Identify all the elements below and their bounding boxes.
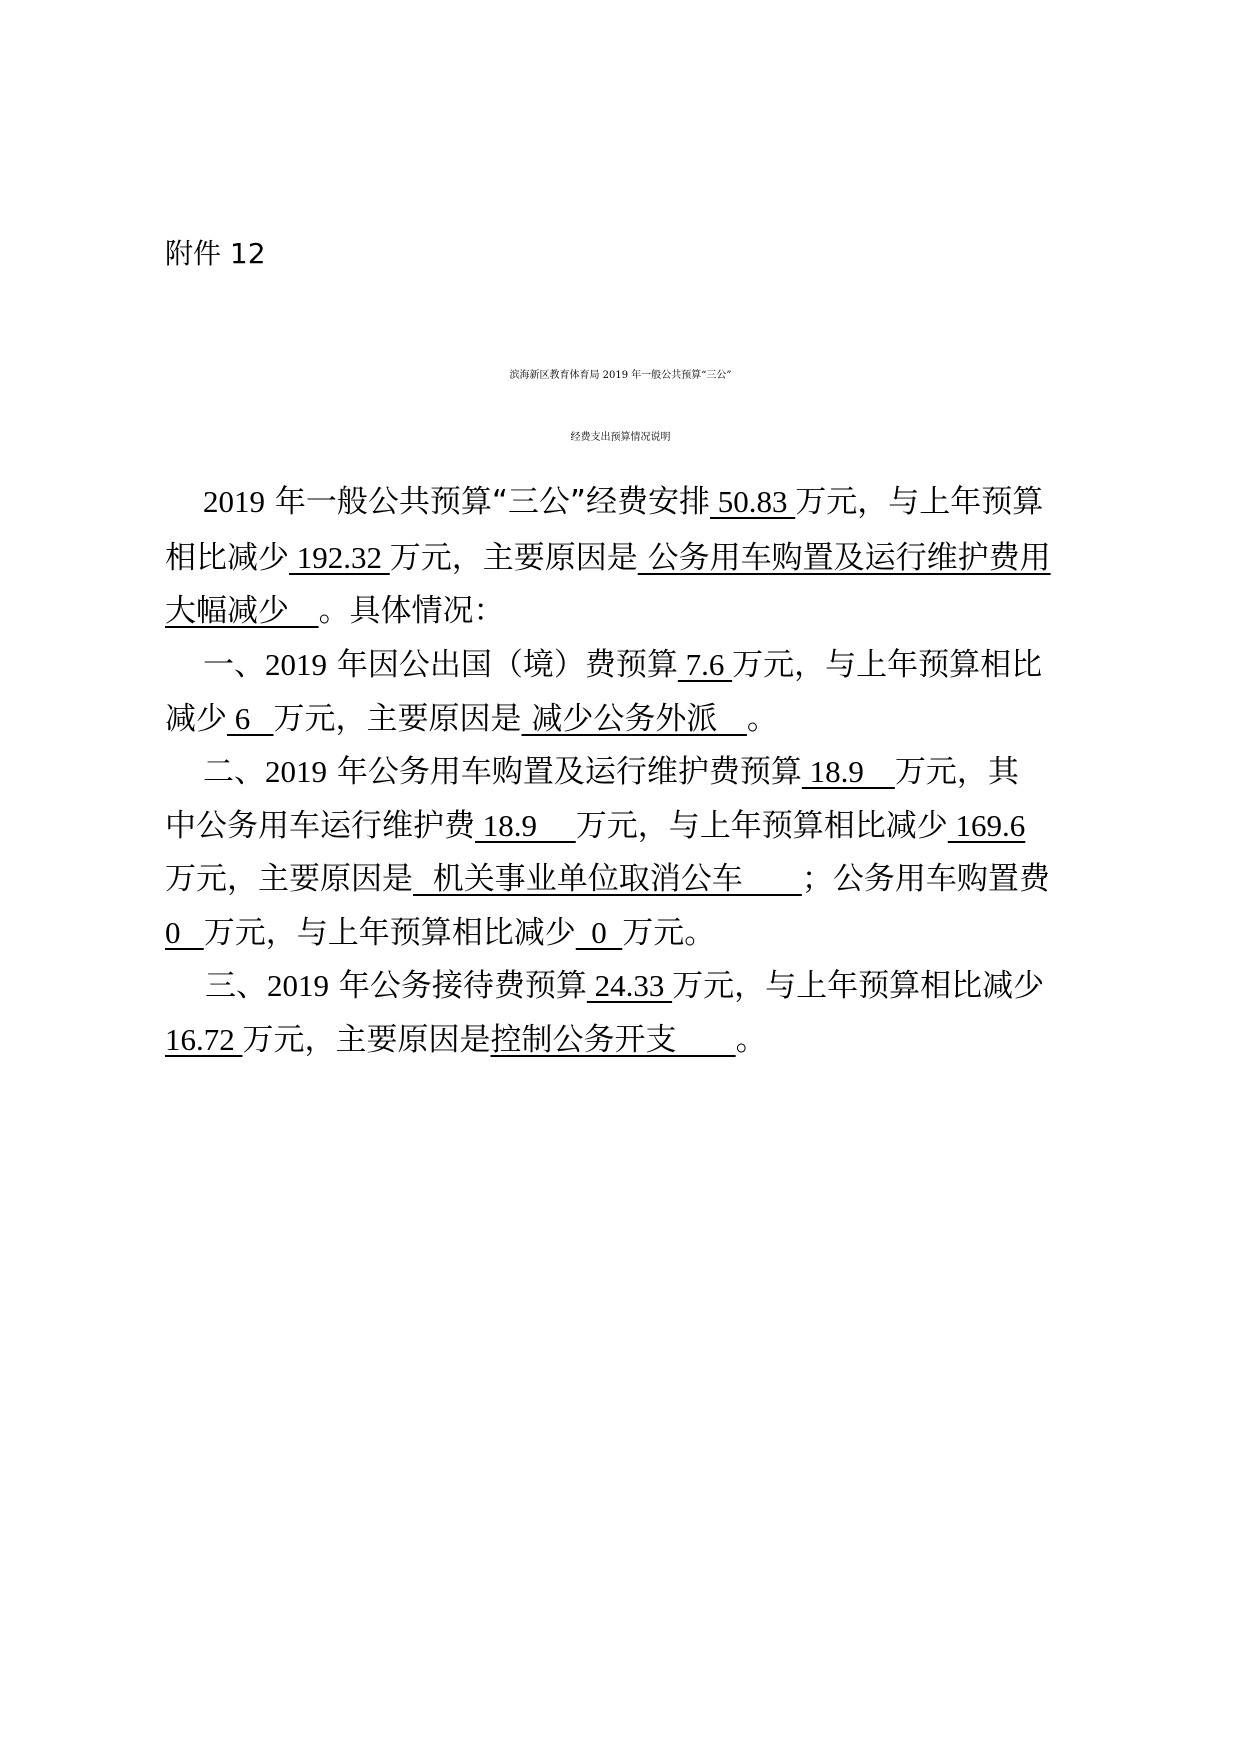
section-1-end: 。: [746, 701, 778, 737]
section-3-text: 万元，主要原因是: [242, 1022, 491, 1058]
travel-reason: 减少公务外派: [521, 701, 747, 737]
section-1-line-1: [165, 643, 1042, 687]
section-1-text: 万元，主要原因是: [273, 701, 522, 737]
intro-line-3: [165, 589, 505, 633]
total-budget-value: 50.83: [709, 484, 796, 519]
intro-text: 。具体情况：: [318, 593, 505, 629]
section-3-end: 。: [735, 1022, 767, 1058]
section-3-line-2: [165, 1018, 767, 1062]
section-2-line-3: [165, 857, 1050, 901]
section-2-text: 万元，主要原因是: [165, 861, 413, 897]
section-2-text: 中公务用车运行维护费: [165, 808, 475, 844]
travel-budget-value: 7.6: [677, 647, 733, 682]
reception-budget-value: 24.33: [586, 968, 673, 1003]
section-1-text: 年因公出国（境）费预算: [327, 647, 678, 683]
intro-reason: 大幅减少: [165, 593, 319, 629]
section-3-line-1: [165, 964, 1044, 1008]
intro-text: 相比减少: [165, 540, 289, 576]
section-2-text: 年公务用车购置及运行维护费预算: [327, 754, 802, 790]
section-2-prefix: 二、: [203, 754, 265, 790]
section-1-year: 2019: [265, 647, 327, 682]
section-2-line-1: [165, 750, 1019, 794]
intro-reason: 公务用车购置及运行维护费用: [637, 540, 1051, 576]
attachment-label: 附件 12: [165, 237, 266, 270]
section-3-text: 年公务接待费预算: [329, 968, 587, 1004]
section-2-end: 万元。: [622, 915, 716, 951]
section-2-text: ；公务用车购置费: [801, 861, 1050, 897]
document-title-line-1: 滨海新区教育体育局 2019 年一般公共预算“三公”: [509, 370, 732, 381]
section-2-year: 2019: [265, 754, 327, 789]
vehicle-budget-value: 18.9: [801, 754, 895, 789]
reception-reason: 控制公务开支: [490, 1022, 736, 1058]
vehicle-maintenance-value: 18.9: [475, 808, 576, 843]
vehicle-reason: 机关事业单位取消公车: [413, 861, 802, 897]
travel-decrease-value: 6: [227, 701, 274, 736]
section-1-text: 减少: [165, 701, 227, 737]
reception-decrease-value: 16.72: [165, 1022, 243, 1057]
section-1-text: 万元，与上年预算相比: [732, 647, 1043, 683]
total-decrease-value: 192.32: [289, 540, 390, 575]
section-1-line-2: [165, 697, 778, 741]
section-3-year: 2019: [267, 968, 329, 1003]
intro-text: 万元，与上年预算: [795, 484, 1044, 520]
section-2-text: 万元，与上年预算相比减少: [575, 808, 948, 844]
section-3-text: 万元，与上年预算相比减少: [672, 968, 1045, 1004]
intro-text: 万元，主要原因是: [389, 540, 638, 576]
vehicle-purchase-decrease-value: 0: [575, 915, 623, 950]
intro-text: 年一般公共预算“三公”经费安排: [265, 484, 710, 520]
section-2-text: 万元，其: [894, 754, 1019, 790]
vehicle-maintenance-decrease-value: 169.6: [947, 808, 1026, 843]
intro-line-1: [165, 480, 1043, 524]
section-3-prefix: 三、: [205, 968, 267, 1004]
section-1-prefix: 一、: [203, 647, 265, 683]
intro-year: 2019: [203, 484, 265, 519]
intro-line-2: [165, 536, 1051, 580]
section-2-line-4: [165, 911, 715, 955]
document-title-line-2: 经费支出预算情况说明: [570, 432, 671, 443]
vehicle-purchase-value: 0: [165, 915, 204, 950]
section-2-line-2: [165, 804, 1025, 848]
section-2-text: 万元，与上年预算相比减少: [203, 915, 576, 951]
